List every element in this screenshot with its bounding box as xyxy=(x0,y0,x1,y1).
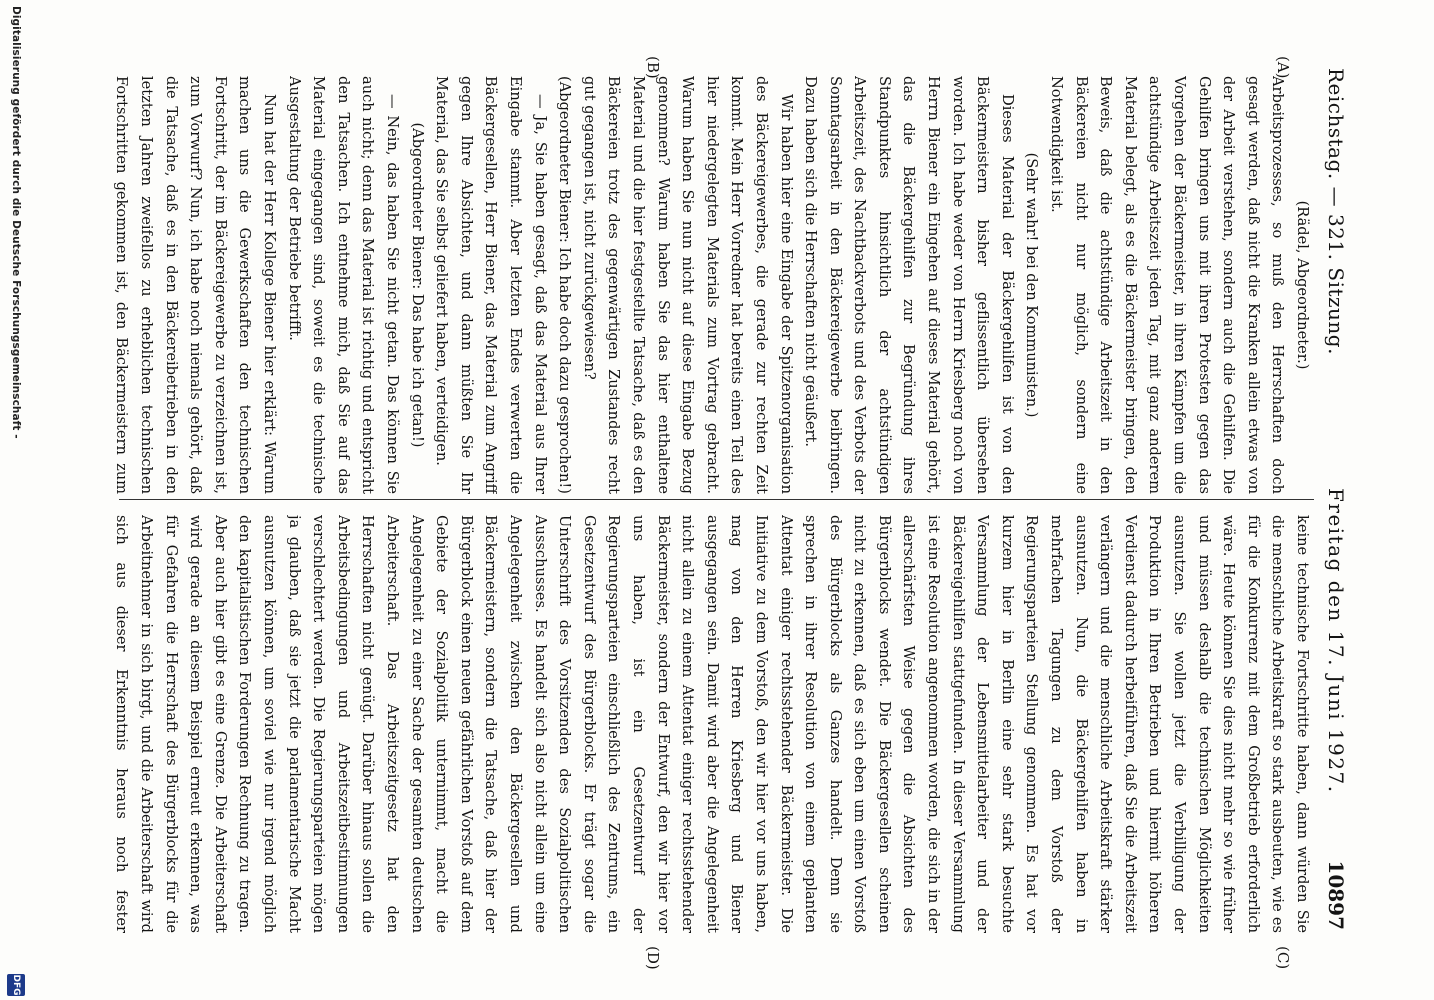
paragraph: — Nein, das haben Sie nicht getan. Das können Sie auch nicht; denn das Material ist richtig und entspricht den Tatsachen. Ich entnehme mich, daß Sie auf das Material eingegangen sind, soweit es die technische Ausgestaltung der Betriebe betrifft. xyxy=(285,76,402,494)
margin-marker-d: (D) xyxy=(644,946,662,970)
speaker-line: (Rädel, Abgeordneter.) xyxy=(1294,200,1311,370)
column-divider xyxy=(119,499,1314,500)
interjection: (Abgeordneter Biener: Das habe ich getan!) xyxy=(408,122,426,448)
paragraph: keine technische Fortschritte haben, dann würden Sie die menschliche Arbeitskraft so stark ausbeuten, wie es für die Konkurrenz mit dem Großbetrieb erforderlich wäre. Heute können Sie dies nicht mehr so wie früher und müssen deshalb die technischen Möglichkeiten ausnutzen. Sie wollen jetzt die Verbilligung der Produktion in Ihren Betrieben und hiermit höheren Verdienst dadurch herbeiführen, daß Sie die Arbeitszeit verlängern und die menschliche Arbeitskraft stärker ausnutzen. Nun, die Bäckergehilfen haben in mehrfachen Tagungen zu dem Vorstoß der Regierungsparteien Stellung genommen. Es hat vor kurzem hier in Berlin eine sehr stark besuchte Versammlung der Lebensmittelarbeiter und der Bäckereigehilfen stattgefunden. In dieser Versammlung ist eine Resolution angenommen worden, die sich in der allerschärfsten Weise gegen die Absichten des Bürgerblocks wendet. Die Bäckergesellen scheinen nicht zu erkennen, daß es sich eben um einen Vorstoß des Bürgerblocks als Ganzes handelt. Denn sie sprechen in ihrer Resolution von einem geplanten Attentat einiger rechtsstehender Bäckermeister. Die Initiative zu dem Vorstoß, den wir hier vor uns haben, mag von den Herren Kriesberg und Biener ausgegangen sein. Damit wird aber die Angelegenheit nicht allein zu einem Attentat einiger rechtsstehender Bäckermeister, sondern der Entwurf, den wir hier vor uns haben, ist ein Gesetzentwurf der Regierungsparteien einschließlich des Zentrums, ein Gesetzentwurf des Bürgerblocks. Er trägt sogar die Unterschrift des Vorsitzenden des Sozialpolitischen Ausschusses. Es handelt sich also nicht allein um eine Angelegenheit zwischen den Bäckergesellen und Bäckermeistern, sondern die Tatsache, daß hier der Bürgerblock einen neuen gefährlichen Vorstoß auf dem Gebiete der Sozialpolitik unternimmt, macht die Angelegenheit zu einer Sache der gesamten deutschen Arbeiterschaft. Das Arbeitszeitgesetz hat den Herrschaften nicht genügt. Darüber hinaus sollen die Arbeitsbedingungen und Arbeitszeitbestimmungen verschlechtert werden. Die Regierungsparteien mögen ja glauben, daß sie jetzt die parlamentarische Macht ausnutzen können, um soviel wie nur irgend möglich den kapitalistischen Forderungen Rechnung zu tragen. Aber auch hier gibt es eine Grenze. Die Arbeiterschaft wird gerade an diesem Beispiel erneut erkennen, was für Gefahren die Herrschaft des Bürgerblocks für die Arbeitnehmer in sich birgt, und die Arbeiterschaft wird sich aus dieser Erkenntnis heraus noch fester xyxy=(114,515,1311,933)
funding-notice: Digitalisierung gefördert durch die Deutsche Forschungsgemeinschaft - xyxy=(10,6,22,439)
paragraph: Arbeitsprozesses, so muß den Herrschaften doch gesagt werden, daß nicht die Kranken allein etwas von der Arbeit verstehen, sondern auch die Gehilfen. Die Gehilfen bringen uns mit ihren Protesten gegen das Vorgehen der Bäckermeister, in ihren Kämpfen um die achtstündige Arbeitszeit jeden Tag, mit ganz anderem Material belegt, als es die Bäckermeister bringen, den Beweis, daß die achtstündige Arbeitszeit in den Bäckereien nicht nur möglich, sondern eine Notwendigkeit ist. xyxy=(1048,76,1287,494)
right-column xyxy=(114,515,1314,933)
running-header xyxy=(1318,68,1352,930)
dfg-logo: DFG xyxy=(7,974,25,996)
margin-marker-b: (B) xyxy=(644,56,662,79)
paragraph: Nun hat der Herr Kollege Biener hier erklärt: Warum machen uns die Gewerkschaften den technischen Fortschritt, der im Bäckereigewerbe zu verzeichnen ist, zum Vorwurf? Nun, ich habe noch niemals gehört, daß die Tatsache, daß es in den Bäckereibetrieben in den letzten Jahren zweifellos zu erheblichen technischen Fortschritten gekommen ist, den Bäckermeistern zum xyxy=(114,76,279,494)
margin-marker-a: (A) xyxy=(1274,56,1292,79)
digitization-footer xyxy=(3,0,29,1000)
header-date: Freitag den 17. Juni 1927. xyxy=(1324,488,1348,794)
interjection: (Sehr wahr! bei den Kommunisten.) xyxy=(1023,152,1041,418)
interjection: (Abgeordneter Biener: Ich habe doch dazu gesprochen!) xyxy=(556,76,574,494)
paragraph: Wir haben hier eine Eingabe der Spitzenorganisation des Bäckereigewerbes, die gerade zur rechten Zeit kommt. Mein Herr Vorredner hat bereits einen Teil des hier niedergelegten Materials zum Vortrag gebracht. Warum haben Sie nun nicht auf diese Eingabe Bezug genommen? Warum haben Sie das hier enthaltene Material und die hier festgestellte Tatsache, daß es den Bäckereien trotz des gegenwärtigen Zustandes recht gut gegangen ist, nicht zurückgewiesen? xyxy=(580,76,795,494)
margin-marker-c: (C) xyxy=(1274,946,1292,970)
paragraph: Dieses Material der Bäckergehilfen ist von den Bäckermeistern bisher geflissentlich übersehen worden. Ich habe weder von Herrn Kriesberg noch von Herrn Biener ein Eingehen auf dieses Material gehört, das die Bäckergehilfen zur Begründung ihres Standpunktes hinsichtlich der achtstündigen Arbeitszeit, des Nachtbackverbots und des Verbots der Sonntagsarbeit in den Bäckereigewerbe beibringen. Dazu haben sich die Herrschaften nicht geäußert. xyxy=(802,76,1016,494)
page-number: 10897 xyxy=(1324,860,1348,930)
paragraph: — Ja, Sie haben gesagt, daß das Material aus Ihrer Eingabe stammt. Aber letzten Endes verwerten die Bäckergesellen, Herr Biener, das Material zum Angriff gegen Ihre Absichten, und dann müßten Sie Ihr Material, das Sie selbst geliefert haben, verteidigen. xyxy=(433,76,549,494)
left-column xyxy=(114,76,1314,494)
header-session: Reichstag. — 321. Sitzung. xyxy=(1324,68,1348,355)
